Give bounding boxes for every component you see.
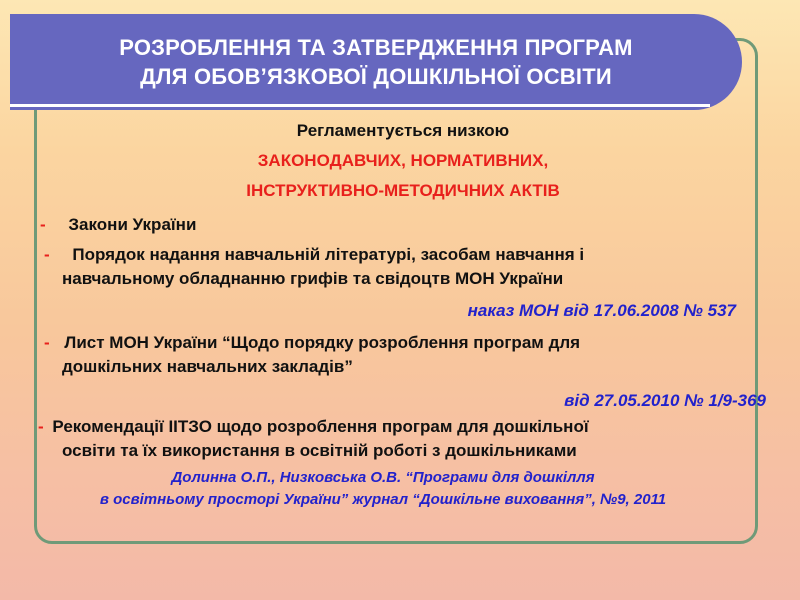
list-item-text: Лист МОН України “Щодо порядку розроблення програм для (64, 333, 581, 352)
title-underline (10, 104, 710, 107)
citation-line-2: в освітньому просторі України” журнал “Дошкільне виховання”, №9, 2011 (99, 491, 667, 508)
list-item-text: Закони України (68, 215, 197, 234)
title-line-2: ДЛЯ ОБОВ’ЯЗКОВОЇ ДОШКІЛЬНОЇ ОСВІТИ (140, 64, 612, 89)
list-item-text: Порядок надання навчальній літературі, засобам навчання і (72, 245, 585, 264)
title-line-1: РОЗРОБЛЕННЯ ТА ЗАТВЕРДЖЕННЯ ПРОГРАМ (119, 35, 633, 60)
letter-reference: від 27.05.2010 № 1/9-369 (564, 391, 766, 410)
list-item-laws (40, 212, 766, 238)
acts-line-2: ІНСТРУКТИВНО-МЕТОДИЧНИХ АКТІВ (246, 181, 560, 200)
list-item-recommendations-line2: освіти та їх використання в освітній роботі з дошкільниками (62, 441, 577, 460)
bullet-dash: - (40, 215, 46, 234)
list-item-recommendations (38, 414, 764, 440)
list-item-order-line2: навчальному обладнанню грифів та свідоцтв МОН України (62, 269, 564, 288)
bullet-dash: - (44, 245, 50, 264)
intro-lead: Регламентується низкою (296, 121, 510, 140)
bullet-dash: - (38, 417, 44, 436)
title-banner (10, 14, 742, 110)
list-item-letter (40, 330, 766, 356)
list-item-order (40, 242, 766, 268)
bullet-dash: - (44, 333, 50, 352)
citation-line-1: Долинна О.П., Низковська О.В. “Програми для дошкілля (171, 469, 595, 486)
acts-line-1: ЗАКОНОДАВЧИХ, НОРМАТИВНИХ, (257, 151, 549, 170)
list-item-letter-line2: дошкільних навчальних закладів” (62, 357, 353, 376)
list-item-text: Рекомендації ІІТЗО щодо розроблення програм для дошкільної (52, 417, 589, 436)
order-reference: наказ МОН від 17.06.2008 № 537 (467, 301, 736, 320)
